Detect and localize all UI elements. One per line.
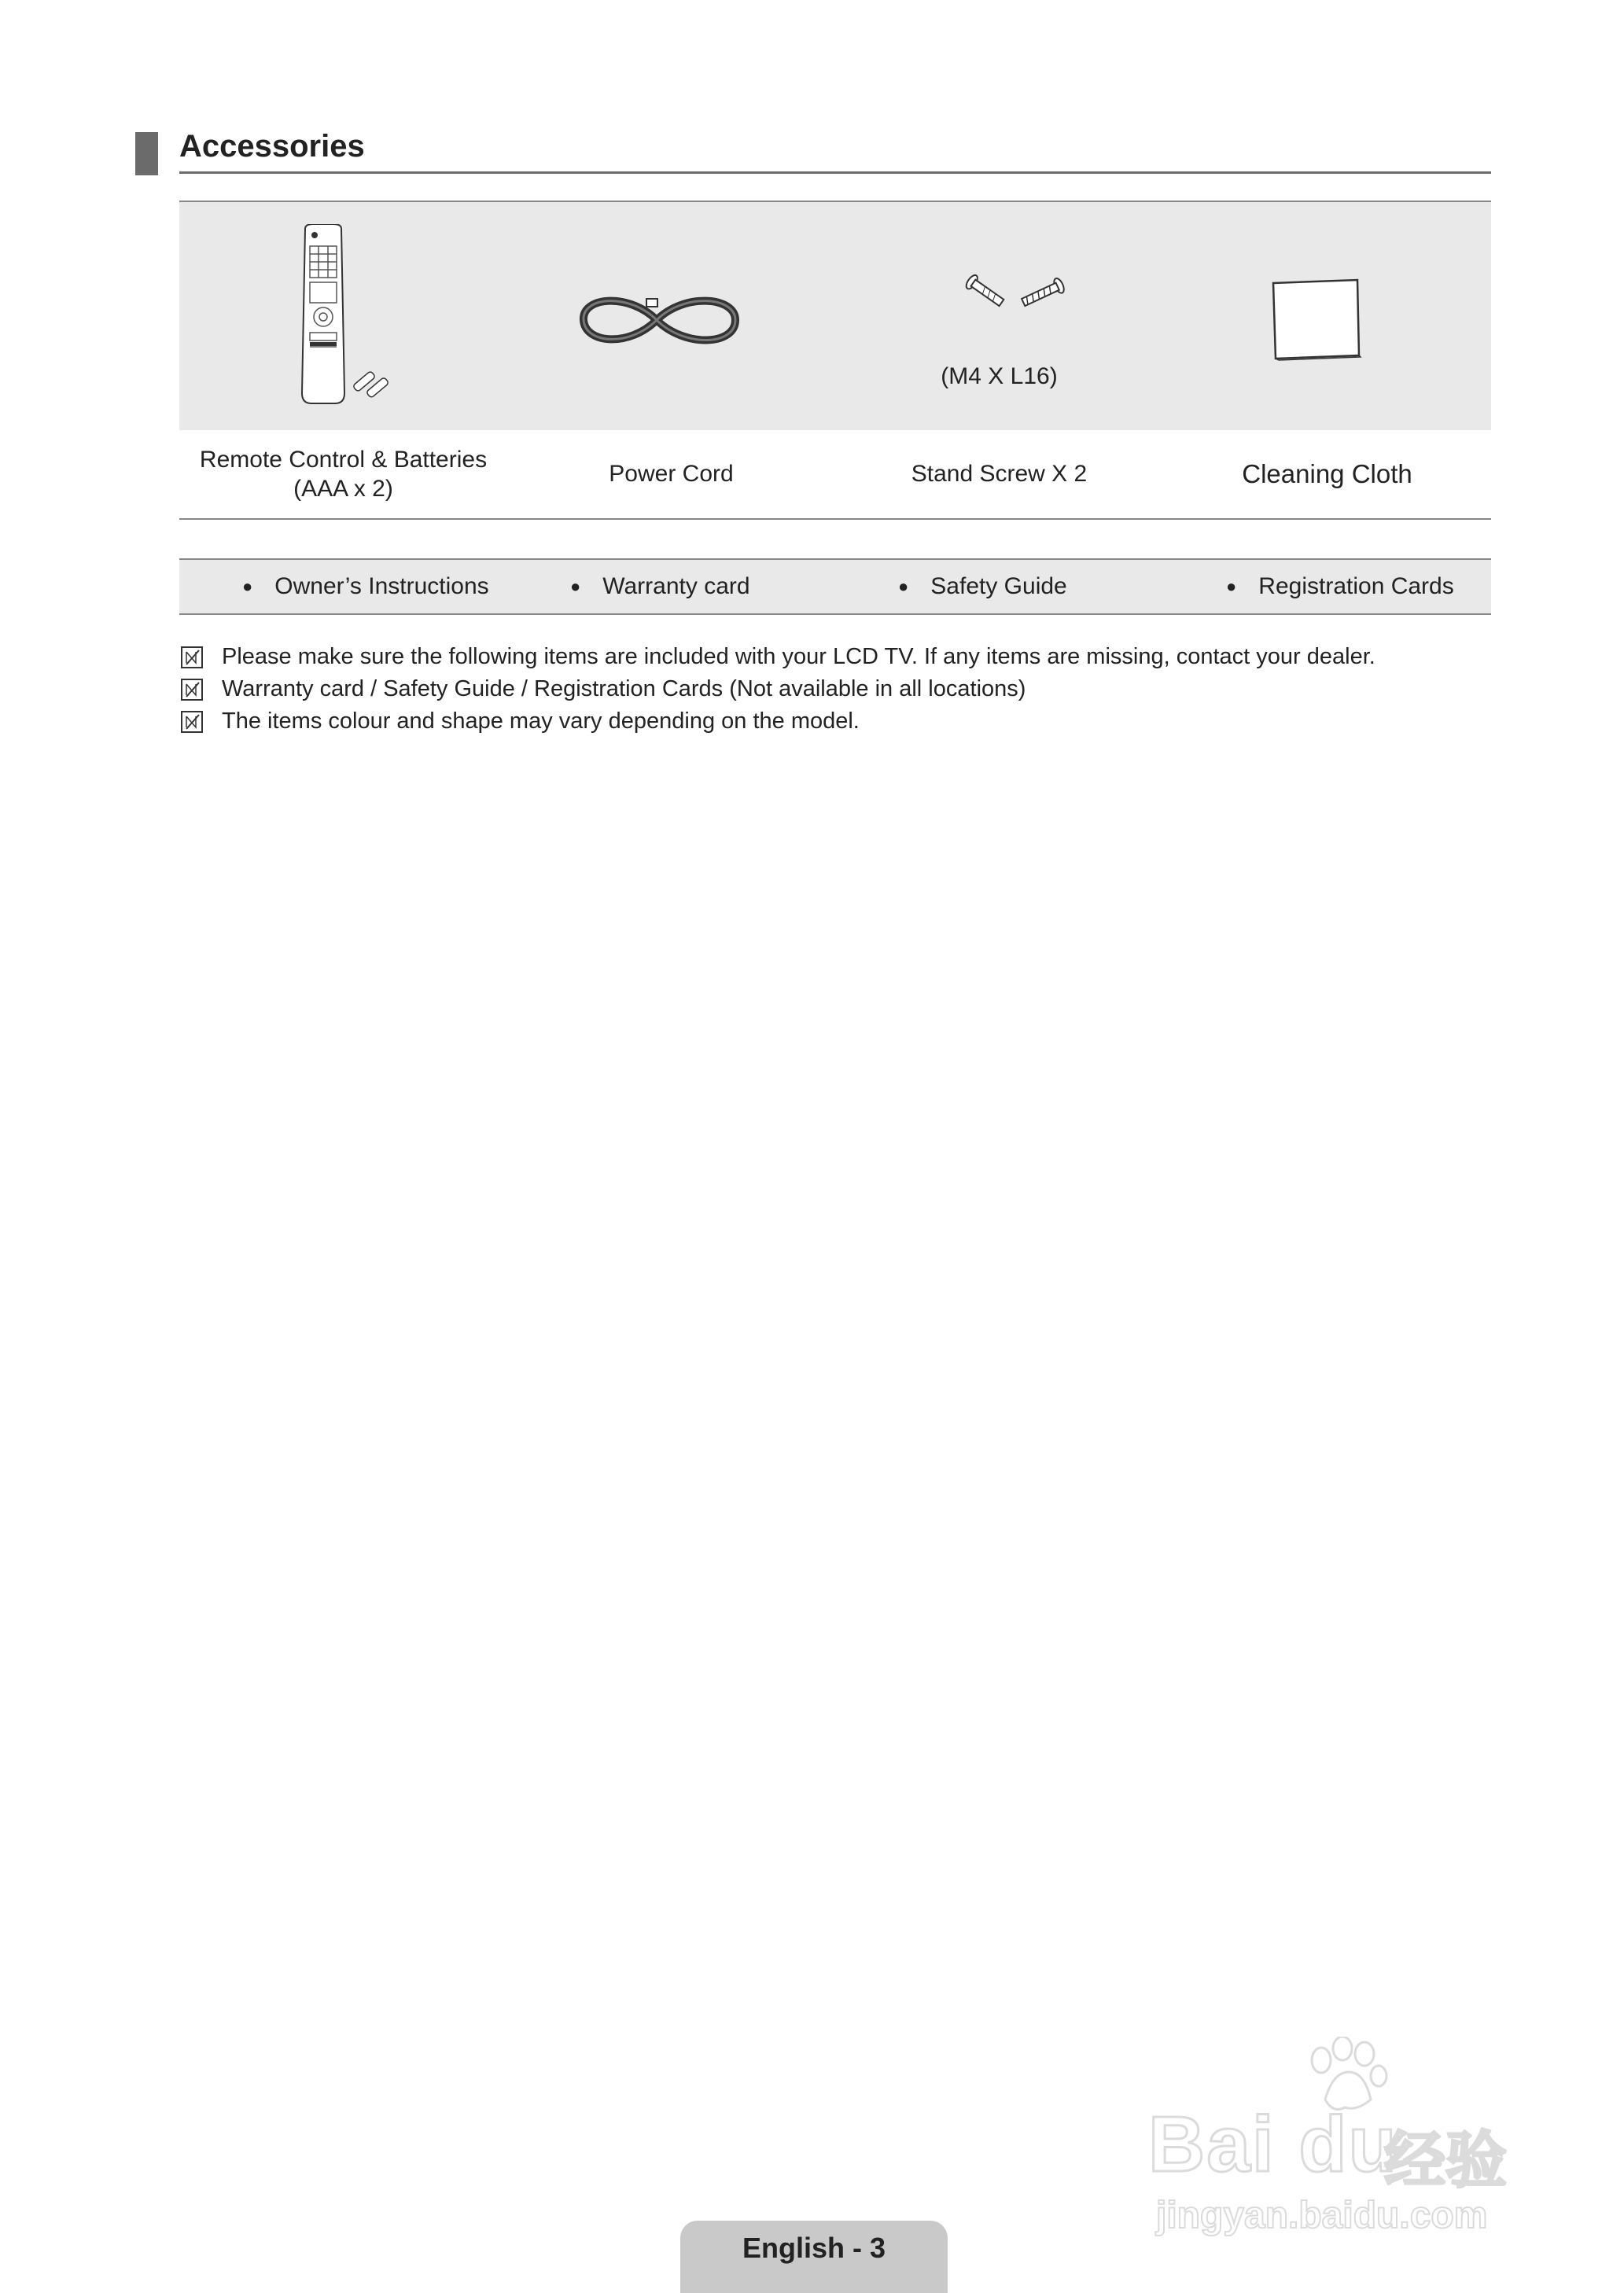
page-number-tab: English - 3 (680, 2221, 948, 2293)
note-text: The items colour and shape may vary depending on the model. (222, 709, 860, 734)
section-marker (135, 132, 158, 175)
note-icon (179, 677, 204, 702)
accessory-cloth-cell (1163, 202, 1491, 430)
notes-list (179, 641, 1375, 738)
cleaning-cloth-label: Cleaning Cloth (1242, 459, 1412, 489)
note-icon (179, 709, 204, 734)
note-item (179, 705, 1375, 738)
bullet-icon: ● (242, 576, 253, 596)
bullet-icon: ● (898, 576, 909, 596)
item-label: Warranty card (602, 573, 750, 599)
note-text: Please make sure the following items are included with your LCD TV. If any items are missing, contact your dealer. (222, 644, 1375, 669)
list-item (179, 560, 507, 613)
stand-screw-icon (961, 265, 1158, 328)
screw-size-note: (M4 X L16) (941, 363, 1058, 389)
accessory-images-row (179, 202, 1491, 430)
item-label: Owner’s Instructions (274, 573, 489, 599)
section-title: Accessories (179, 129, 365, 164)
bullet-icon: ● (570, 576, 581, 596)
stand-screw-label: Stand Screw X 2 (911, 461, 1088, 488)
accessory-remote-cell (179, 202, 507, 430)
cleaning-cloth-icon (1269, 277, 1372, 363)
remote-control-icon (297, 224, 392, 413)
bullet-icon: ● (1226, 576, 1237, 596)
watermark-brand-cn: 经验 (1384, 2126, 1508, 2195)
accessory-labels-row (179, 430, 1491, 520)
item-label: Safety Guide (930, 573, 1067, 599)
list-item (1163, 560, 1491, 613)
watermark-brand: Bai du (1148, 2100, 1398, 2188)
list-item (835, 560, 1163, 613)
accessories-table (179, 201, 1491, 520)
note-item (179, 641, 1375, 673)
remote-label-line2: (AAA x 2) (293, 476, 393, 502)
note-text: Warranty card / Safety Guide / Registration Cards (Not available in all locations) (222, 676, 1026, 701)
remote-control-label (179, 430, 507, 518)
power-cord-icon (574, 285, 747, 363)
accessory-screw-cell (835, 202, 1163, 430)
remote-label-line1: Remote Control & Batteries (199, 446, 488, 473)
note-item (179, 673, 1375, 705)
power-cord-label: Power Cord (609, 461, 734, 488)
list-item (507, 560, 835, 613)
note-icon (179, 645, 204, 670)
accessory-cord-cell (507, 202, 835, 430)
watermark-url: jingyan.baidu.com (1156, 2195, 1488, 2236)
section-divider (179, 171, 1491, 174)
baidu-watermark (1148, 2037, 1526, 2241)
item-label: Registration Cards (1258, 573, 1454, 599)
included-items-bar (179, 558, 1491, 615)
